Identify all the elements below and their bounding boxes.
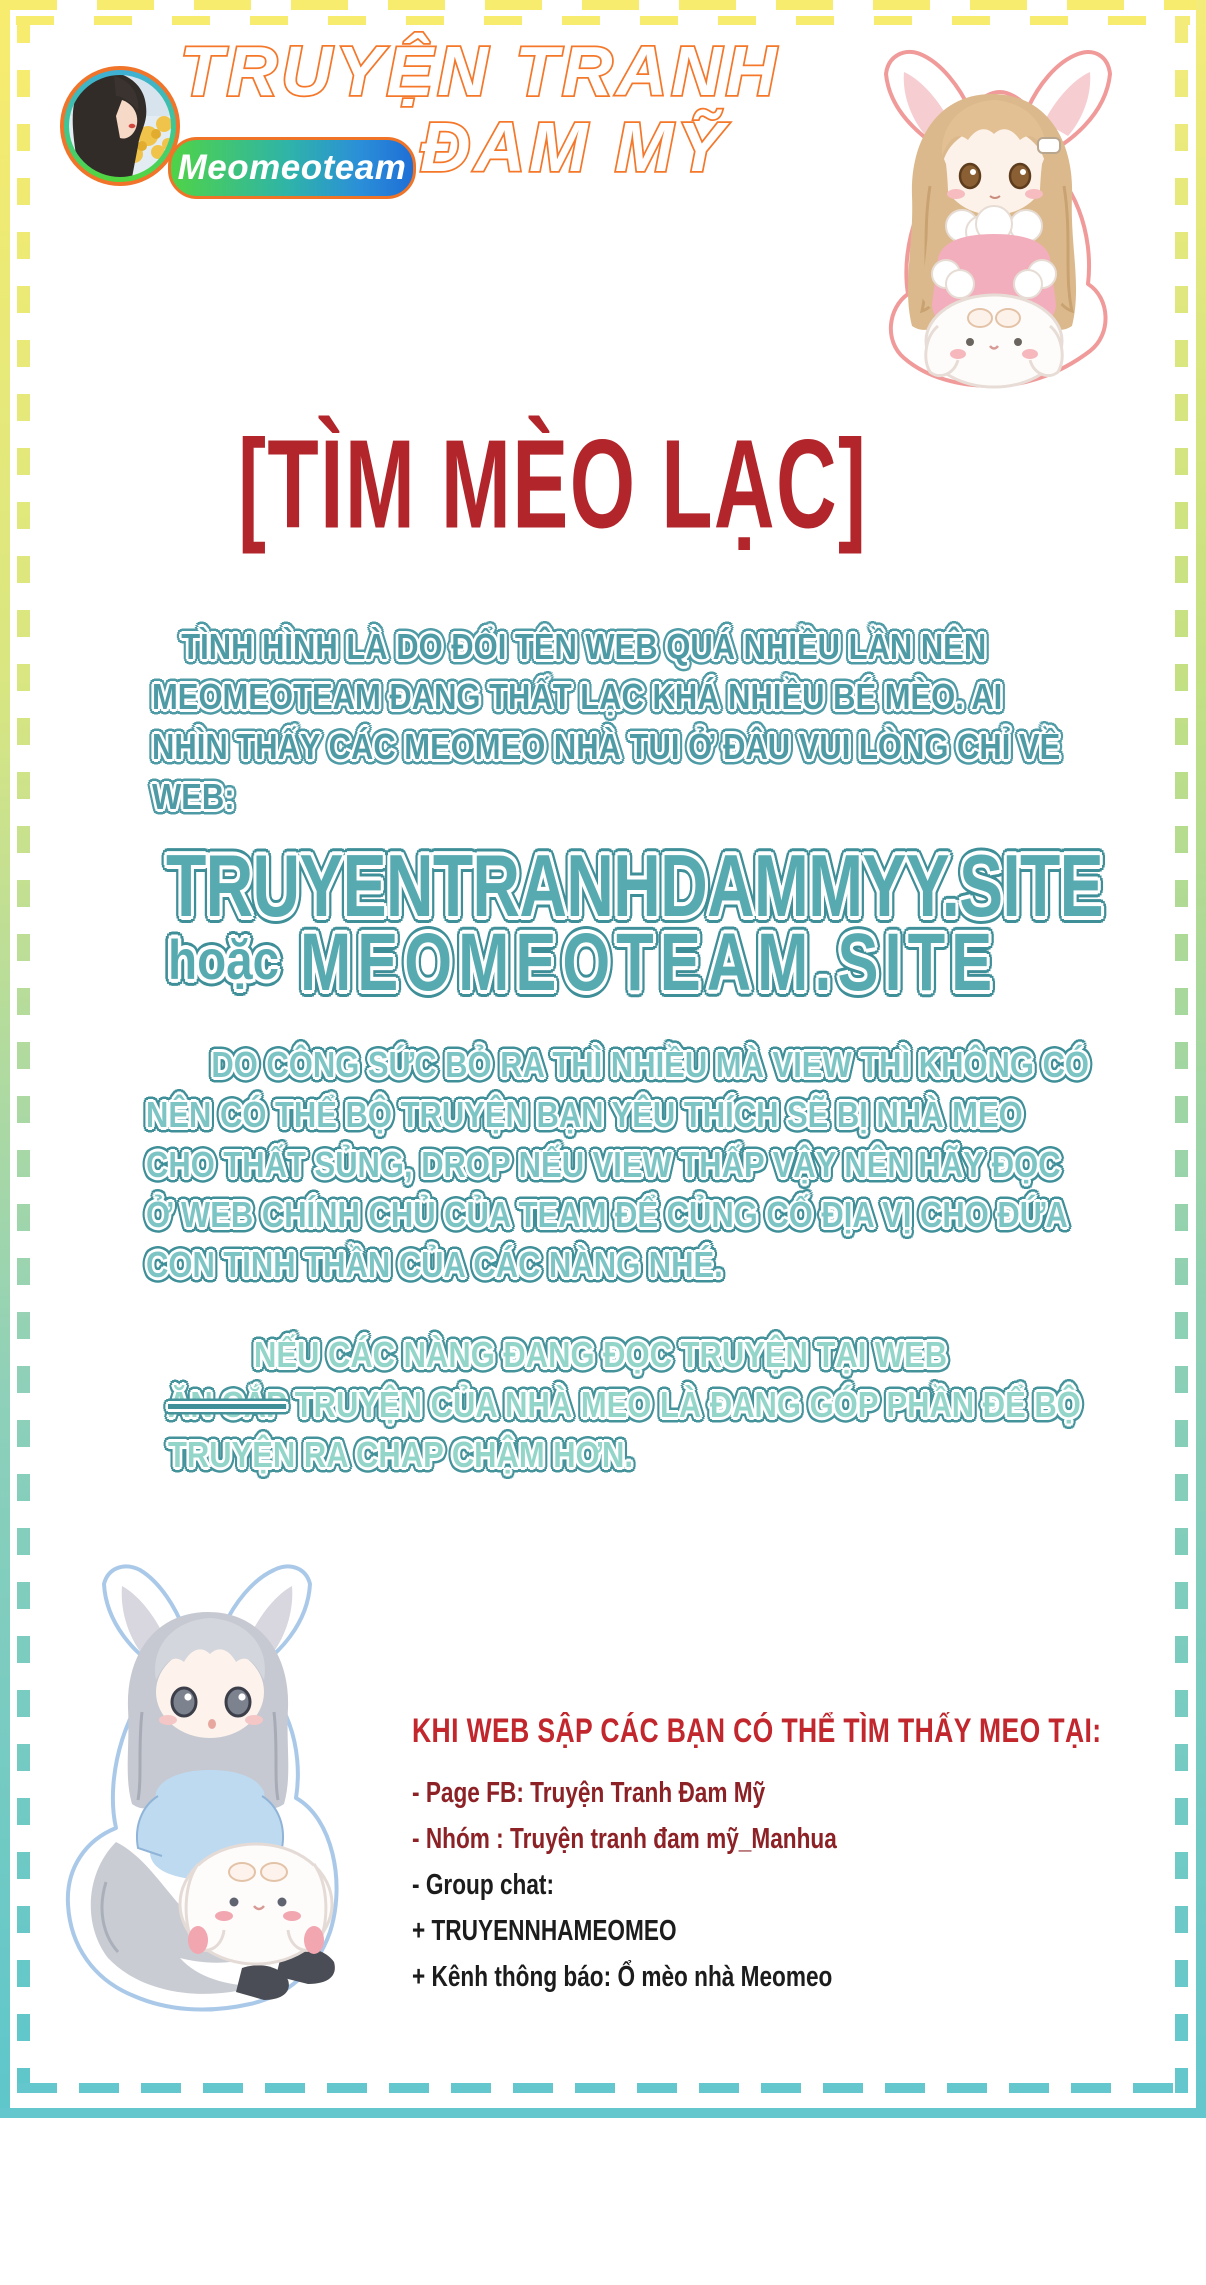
team-name-badge	[168, 137, 416, 199]
team-wordmark-line2: ĐAM MỸ	[420, 108, 728, 186]
warning-line-rest: TRUYỆN CỦA NHÀ MEO LÀ ĐANG GÓP PHẦN ĐỂ BỘ	[294, 1384, 1081, 1425]
website-secondary	[300, 917, 1206, 1008]
website-primary-label: TRUYENTRANHDAMMYY.SITE	[166, 836, 1103, 935]
website-conjunction-label: hoặc	[168, 928, 280, 991]
contacts-list	[412, 1770, 837, 2000]
warning-line	[168, 1380, 1081, 1430]
chibi-fox-boy-icon	[46, 1552, 396, 2022]
avatar-photo-illustration	[58, 64, 182, 188]
contact-item-group-chat: - Group chat:	[412, 1869, 554, 1901]
contact-item-announce-chan: + Kênh thông báo: Ổ mèo nhà Meomeo	[412, 1961, 833, 1993]
frame-outer-left	[0, 0, 10, 2118]
intro-line: TÌNH HÌNH LÀ DO ĐỔI TÊN WEB QUÁ NHIỀU LẦN NÊN	[181, 626, 987, 667]
contact-item-fb-group: - Nhóm : Truyện tranh đam mỹ_Manhua	[412, 1823, 837, 1855]
page-title: [TÌM MÈO LẠC]	[238, 413, 868, 555]
warning-paragraph	[168, 1330, 1206, 1480]
frame-inner-top	[16, 16, 1190, 25]
plea-line: CON TINH THẦN CỦA CÁC NÀNG NHÉ.	[146, 1244, 723, 1285]
frame-inner-bottom	[17, 2083, 1188, 2093]
plea-paragraph	[146, 1040, 1206, 1290]
warning-line: NẾU CÁC NÀNG ĐANG ĐỌC TRUYỆN TẠI WEB	[254, 1334, 948, 1375]
struck-words: ĂN CẮP	[168, 1384, 287, 1425]
frame-outer-bottom	[0, 2108, 1206, 2118]
website-secondary-label: MEOMEOTEAM.SITE	[300, 917, 999, 1008]
intro-line: MEOMEOTEAM ĐANG THẤT LẠC KHÁ NHIỀU BÉ MÈO. AI	[152, 676, 1003, 717]
plea-line: Ở WEB CHÍNH CHỦ CỦA TEAM ĐỂ CỦNG CỐ ĐỊA VỊ CHO ĐỨA	[146, 1194, 1068, 1235]
frame-outer-top	[0, 0, 1206, 10]
plea-line: NÊN CÓ THỂ BỘ TRUYỆN BẠN YÊU THÍCH SẼ BỊ NHÀ MEO	[146, 1094, 1023, 1135]
frame-inner-left	[17, 16, 30, 2093]
chibi-fox-girl-icon	[842, 36, 1152, 391]
intro-line: WEB:	[152, 776, 235, 817]
team-wordmark-line1: TRUYỆN TRANH	[180, 32, 781, 110]
contacts-heading: KHI WEB SẬP CÁC BẠN CÓ THỂ TÌM THẤY MEO TẠI:	[412, 1712, 1102, 1750]
intro-paragraph	[152, 622, 1206, 822]
contacts-heading-wrap	[412, 1712, 1206, 1751]
plea-line: CHO THẤT SỦNG, DROP NẾU VIEW THẤP VẬY NÊN HÃY ĐỌC	[146, 1144, 1061, 1185]
contact-item-fb-page: - Page FB: Truyện Tranh Đam Mỹ	[412, 1777, 766, 1809]
intro-line: NHÌN THẤY CÁC MEOMEO NHÀ TUI Ở ĐÂU VUI LÒNG CHỈ VỀ	[152, 726, 1061, 767]
team-name-label: Meomeoteam	[177, 148, 407, 187]
chibi-fox-girl-illustration	[842, 36, 1152, 396]
plea-line: DO CÔNG SỨC BỎ RA THÌ NHIỀU MÀ VIEW THÌ KHÔNG CÓ	[211, 1044, 1090, 1085]
warning-line: TRUYỆN RA CHAP CHẬM HƠN.	[168, 1434, 634, 1475]
contacts-list-wrap	[412, 1770, 957, 2000]
website-conjunction	[168, 928, 299, 991]
avatar	[58, 64, 182, 188]
contact-item-chat-name: + TRUYENNHAMEOMEO	[412, 1915, 677, 1947]
chibi-fox-boy-illustration	[46, 1552, 396, 2027]
